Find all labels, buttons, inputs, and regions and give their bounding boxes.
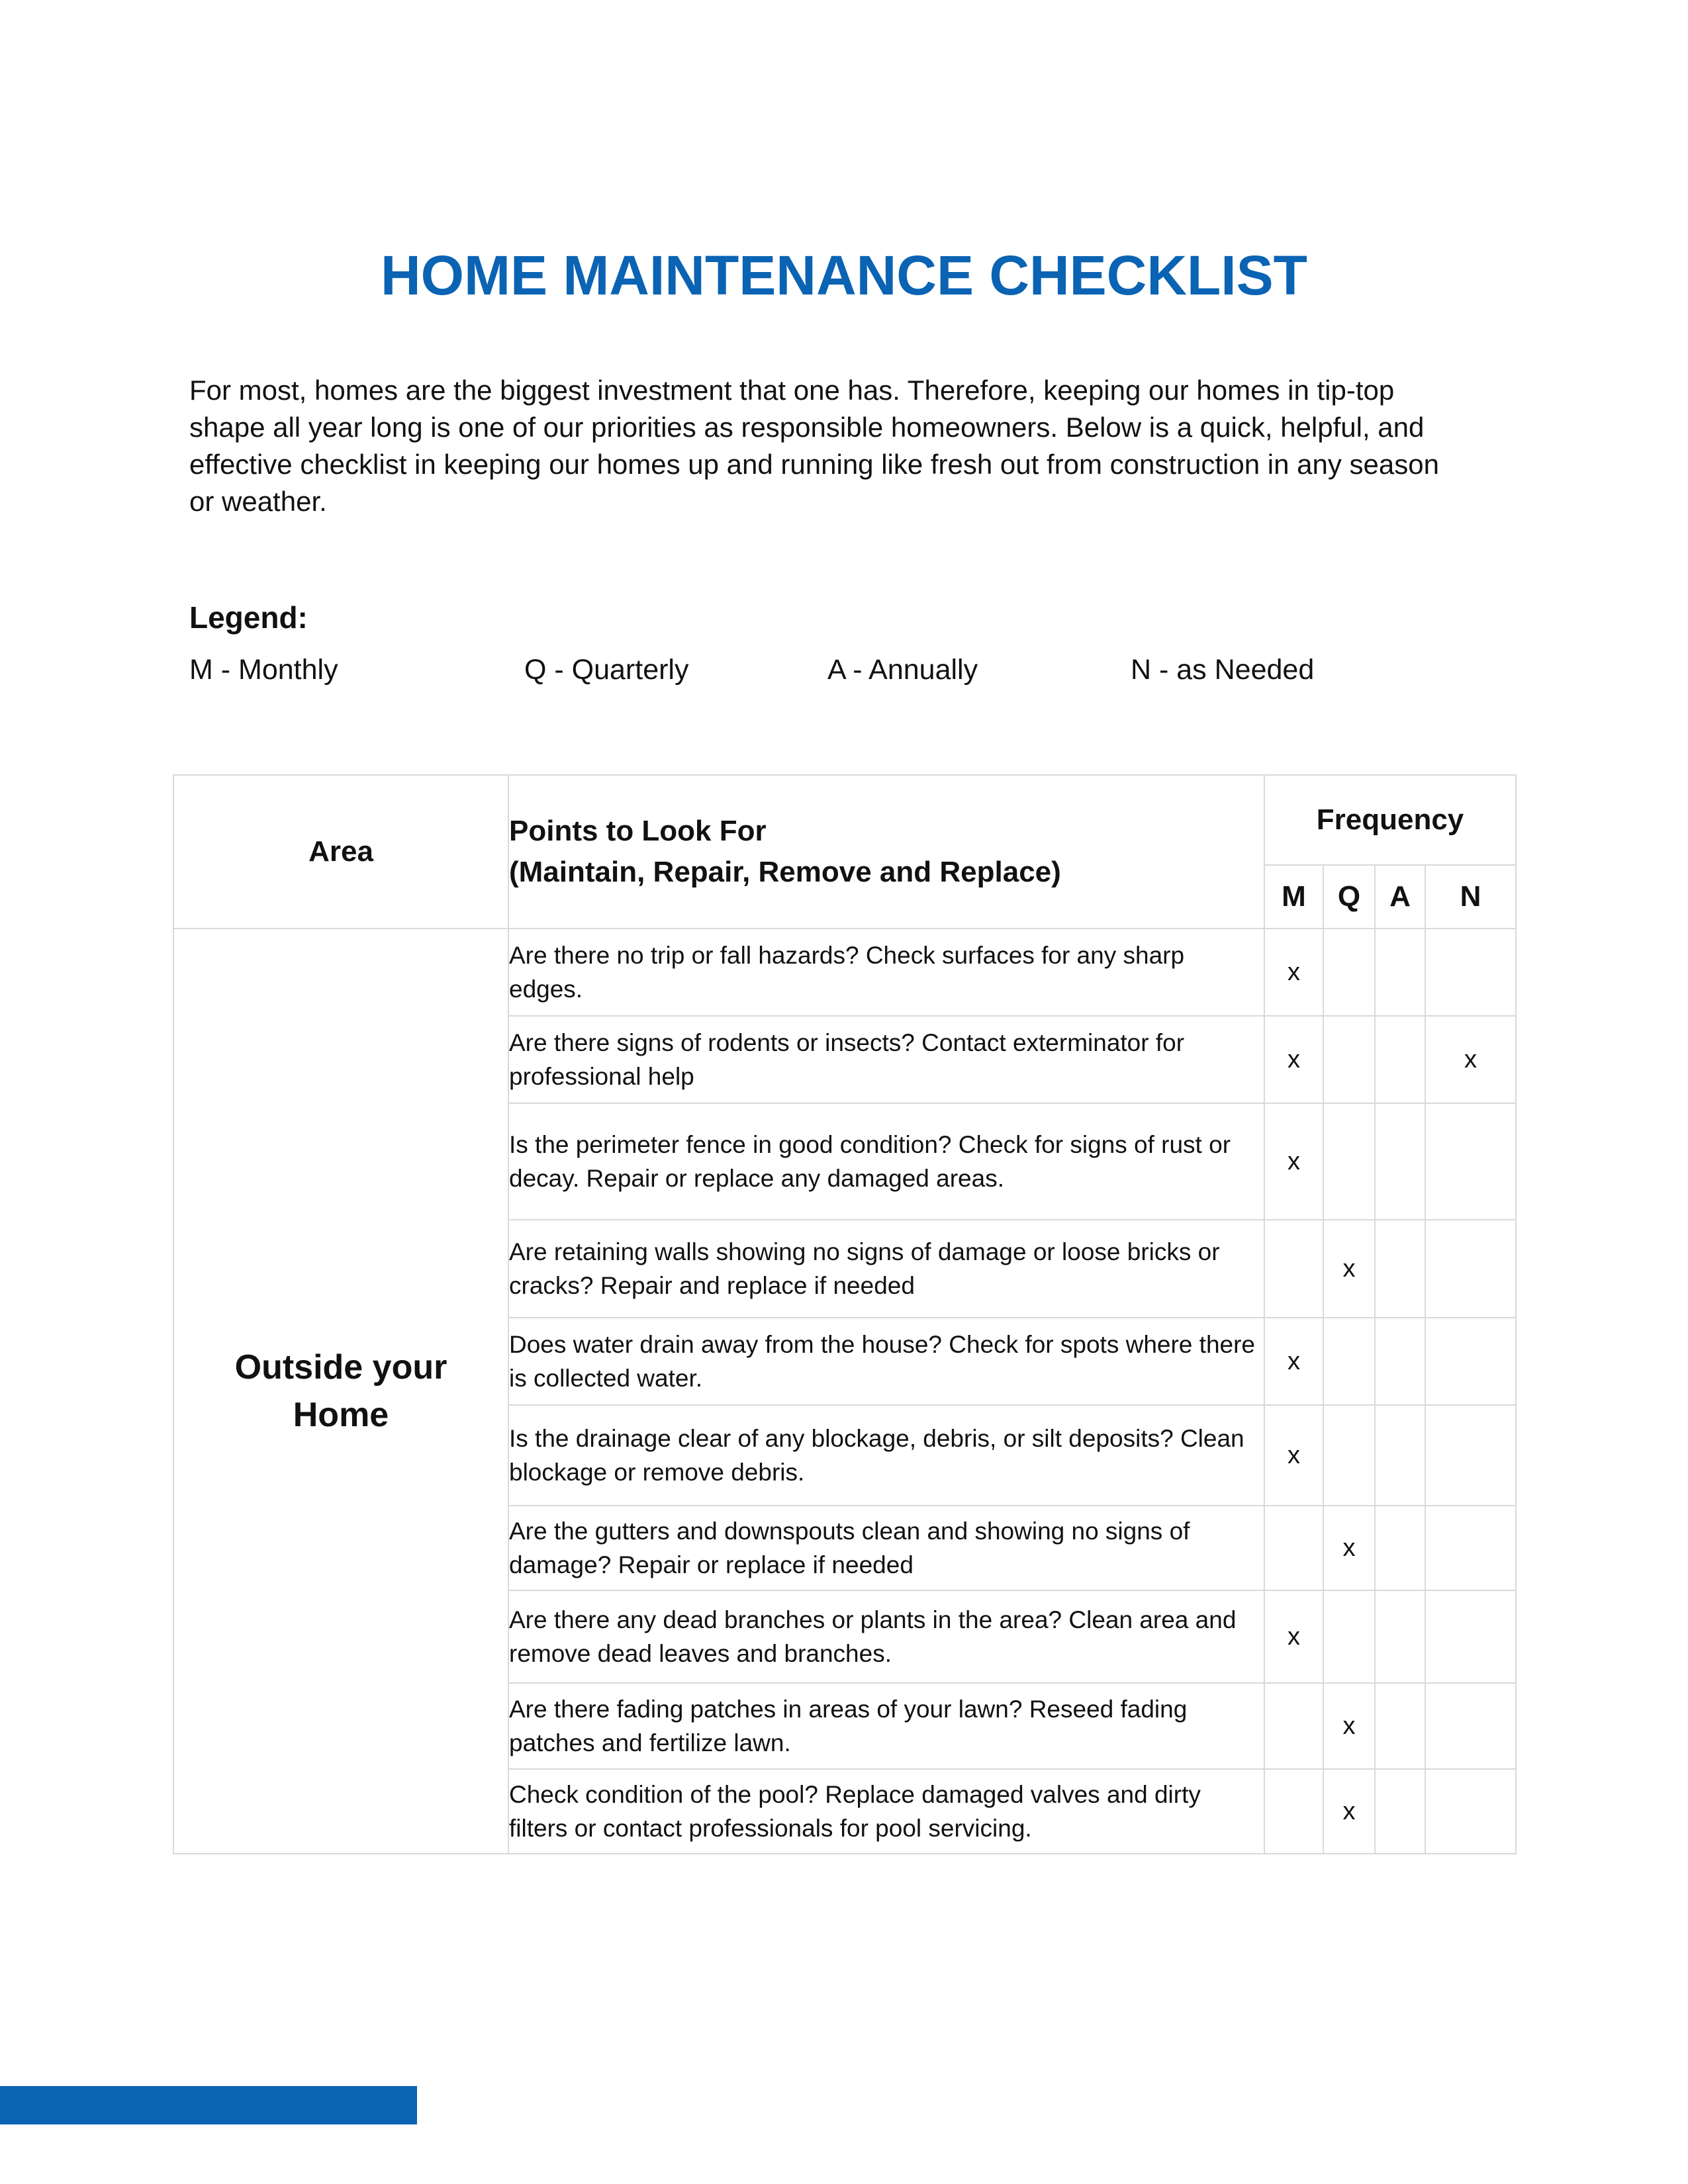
mark-monthly (1264, 1506, 1323, 1590)
frequency-quarterly-header: Q (1323, 865, 1375, 929)
point-cell: Are there signs of rodents or insects? Contact exterminator for professional help (508, 1016, 1264, 1103)
mark-annually (1375, 929, 1425, 1016)
table-header-row (173, 775, 1516, 865)
points-header (508, 775, 1264, 929)
area-header: Area (173, 775, 508, 929)
checklist-table (173, 774, 1517, 1854)
points-header-line1: Points to Look For (509, 815, 767, 847)
mark-annually (1375, 1405, 1425, 1506)
mark-quarterly: x (1323, 1683, 1375, 1769)
mark-needed (1425, 1769, 1516, 1854)
legend-item-quarterly: Q - Quarterly (524, 654, 689, 686)
mark-monthly (1264, 1769, 1323, 1854)
area-label: Outside your Home (234, 1348, 447, 1434)
legend-item-as-needed: N - as Needed (1131, 654, 1315, 686)
mark-monthly: x (1264, 1590, 1323, 1683)
mark-monthly (1264, 1683, 1323, 1769)
mark-quarterly (1323, 1318, 1375, 1405)
mark-quarterly (1323, 1590, 1375, 1683)
mark-annually (1375, 1683, 1425, 1769)
intro-paragraph: For most, homes are the biggest investment that one has. Therefore, keeping our homes in tip-top shape all year long is one of our priorities as responsible homeowners. Below is a quick, helpful, and effective checklist in keeping our homes up and running like fresh out from construction in any season or weather. (189, 375, 1439, 517)
mark-monthly: x (1264, 1318, 1323, 1405)
mark-monthly (1264, 1220, 1323, 1318)
area-cell-outside-home (173, 929, 508, 1854)
point-cell: Are there any dead branches or plants in the area? Clean area and remove dead leaves and branches. (508, 1590, 1264, 1683)
point-cell: Is the perimeter fence in good condition? Check for signs of rust or decay. Repair or replace any damaged areas. (508, 1103, 1264, 1220)
mark-needed (1425, 1405, 1516, 1506)
point-cell: Is the drainage clear of any blockage, debris, or silt deposits? Clean blockage or remove debris. (508, 1405, 1264, 1506)
point-cell: Are there no trip or fall hazards? Check surfaces for any sharp edges. (508, 929, 1264, 1016)
mark-annually (1375, 1016, 1425, 1103)
point-cell: Are there fading patches in areas of your lawn? Reseed fading patches and fertilize lawn. (508, 1683, 1264, 1769)
mark-needed (1425, 929, 1516, 1016)
mark-monthly: x (1264, 929, 1323, 1016)
mark-needed (1425, 1683, 1516, 1769)
mark-needed: x (1425, 1016, 1516, 1103)
mark-annually (1375, 1220, 1425, 1318)
table-row (173, 929, 1516, 1016)
mark-quarterly (1323, 1103, 1375, 1220)
mark-quarterly: x (1323, 1220, 1375, 1318)
page-title: HOME MAINTENANCE CHECKLIST (381, 244, 1307, 306)
mark-monthly: x (1264, 1016, 1323, 1103)
mark-needed (1425, 1103, 1516, 1220)
frequency-needed-header: N (1425, 865, 1516, 929)
mark-needed (1425, 1506, 1516, 1590)
point-cell: Does water drain away from the house? Check for spots where there is collected water. (508, 1318, 1264, 1405)
point-cell: Check condition of the pool? Replace damaged valves and dirty filters or contact professionals for pool servicing. (508, 1769, 1264, 1854)
mark-quarterly: x (1323, 1506, 1375, 1590)
mark-quarterly (1323, 1405, 1375, 1506)
mark-needed (1425, 1220, 1516, 1318)
mark-monthly: x (1264, 1405, 1323, 1506)
legend-item-annually: A - Annually (827, 654, 978, 686)
mark-quarterly: x (1323, 1769, 1375, 1854)
mark-annually (1375, 1769, 1425, 1854)
frequency-annually-header: A (1375, 865, 1425, 929)
legend-item-monthly: M - Monthly (189, 654, 338, 686)
point-cell: Are retaining walls showing no signs of damage or loose bricks or cracks? Repair and replace if needed (508, 1220, 1264, 1318)
mark-needed (1425, 1590, 1516, 1683)
mark-annually (1375, 1103, 1425, 1220)
mark-needed (1425, 1318, 1516, 1405)
frequency-header: Frequency (1264, 775, 1516, 865)
point-cell: Are the gutters and downspouts clean and showing no signs of damage? Repair or replace if needed (508, 1506, 1264, 1590)
mark-annually (1375, 1590, 1425, 1683)
points-header-line2: (Maintain, Repair, Remove and Replace) (509, 856, 1061, 888)
mark-quarterly (1323, 1016, 1375, 1103)
mark-monthly: x (1264, 1103, 1323, 1220)
legend-title: Legend: (189, 600, 308, 635)
footer-accent-bar (0, 2086, 417, 2124)
mark-quarterly (1323, 929, 1375, 1016)
mark-annually (1375, 1506, 1425, 1590)
frequency-monthly-header: M (1264, 865, 1323, 929)
mark-annually (1375, 1318, 1425, 1405)
